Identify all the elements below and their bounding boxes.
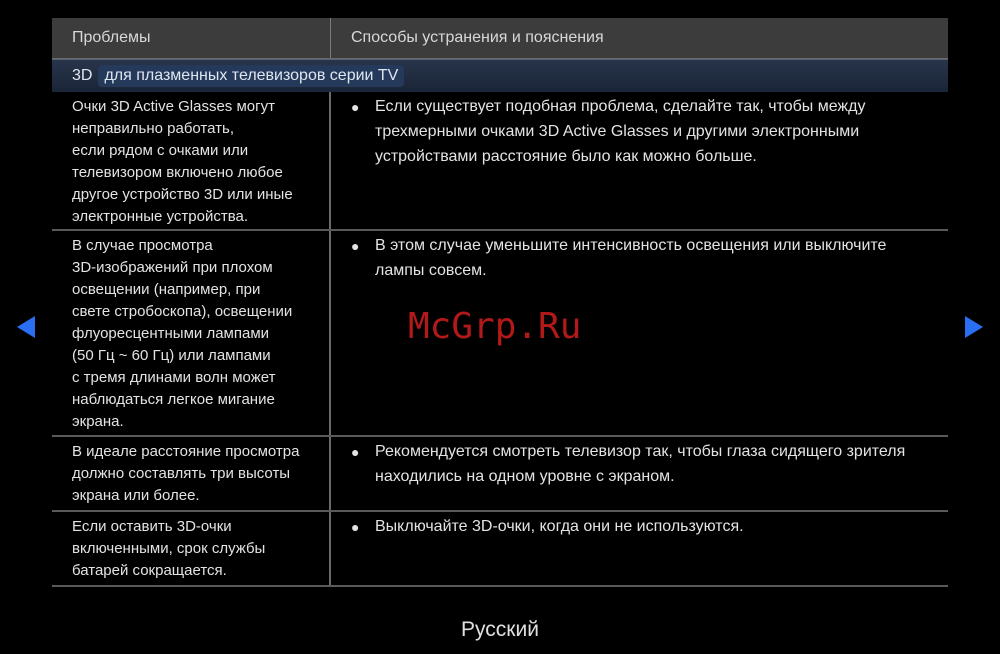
header-solutions: Способы устранения и пояснения bbox=[351, 29, 604, 46]
bullet-icon: ● bbox=[351, 519, 360, 535]
table-header bbox=[52, 18, 948, 59]
bullet-icon: ● bbox=[351, 444, 360, 460]
table-row bbox=[52, 512, 948, 587]
problem-cell: Если оставить 3D-очки включенными, срок службы батарей сокращается. bbox=[52, 512, 331, 585]
solution-text: Если существует подобная проблема, сделайте так, чтобы между трехмерными очками 3D Active Glasses и другими электронными устройствами расстояние было как можно больше. bbox=[375, 98, 866, 165]
table-row bbox=[52, 92, 948, 231]
problem-cell: Очки 3D Active Glasses могут неправильно работать, если рядом с очками или телевизором включено любое другое устройство 3D или иные электронные устройства. bbox=[52, 92, 331, 229]
problem-cell: В идеале расстояние просмотра должно составлять три высоты экрана или более. bbox=[52, 437, 331, 510]
section-title: для плазменных телевизоров серии TV bbox=[98, 65, 404, 87]
solution-text: Рекомендуется смотреть телевизор так, чтобы глаза сидящего зрителя находились на одном уровне с экраном. bbox=[375, 443, 906, 485]
bullet-icon: ● bbox=[351, 238, 360, 254]
previous-page-triangle-left-icon[interactable] bbox=[17, 316, 35, 338]
language-label: Русский bbox=[461, 618, 539, 641]
header-problems: Проблемы bbox=[52, 18, 331, 58]
solution-cell bbox=[331, 512, 948, 585]
next-page-triangle-right-icon[interactable] bbox=[965, 316, 983, 338]
section-header-3d bbox=[52, 59, 948, 92]
solution-cell bbox=[331, 92, 948, 229]
watermark: McGrp.Ru bbox=[408, 306, 582, 347]
solution-text: Выключайте 3D-очки, когда они не используются. bbox=[375, 518, 744, 535]
solution-cell bbox=[331, 437, 948, 510]
solution-text: В этом случае уменьшите интенсивность освещения или выключите лампы совсем. bbox=[375, 237, 887, 279]
bullet-icon: ● bbox=[351, 99, 360, 115]
troubleshooting-table bbox=[52, 18, 948, 587]
problem-cell: В случае просмотра 3D-изображений при плохом освещении (например, при свете стробоскопа), освещении флуоресцентными лампами (50 Гц ~ 60 Гц) или лампами с тремя длинами волн может наблюдаться легкое мигание экрана. bbox=[52, 231, 331, 435]
section-tag: 3D bbox=[72, 67, 93, 84]
table-row bbox=[52, 437, 948, 512]
